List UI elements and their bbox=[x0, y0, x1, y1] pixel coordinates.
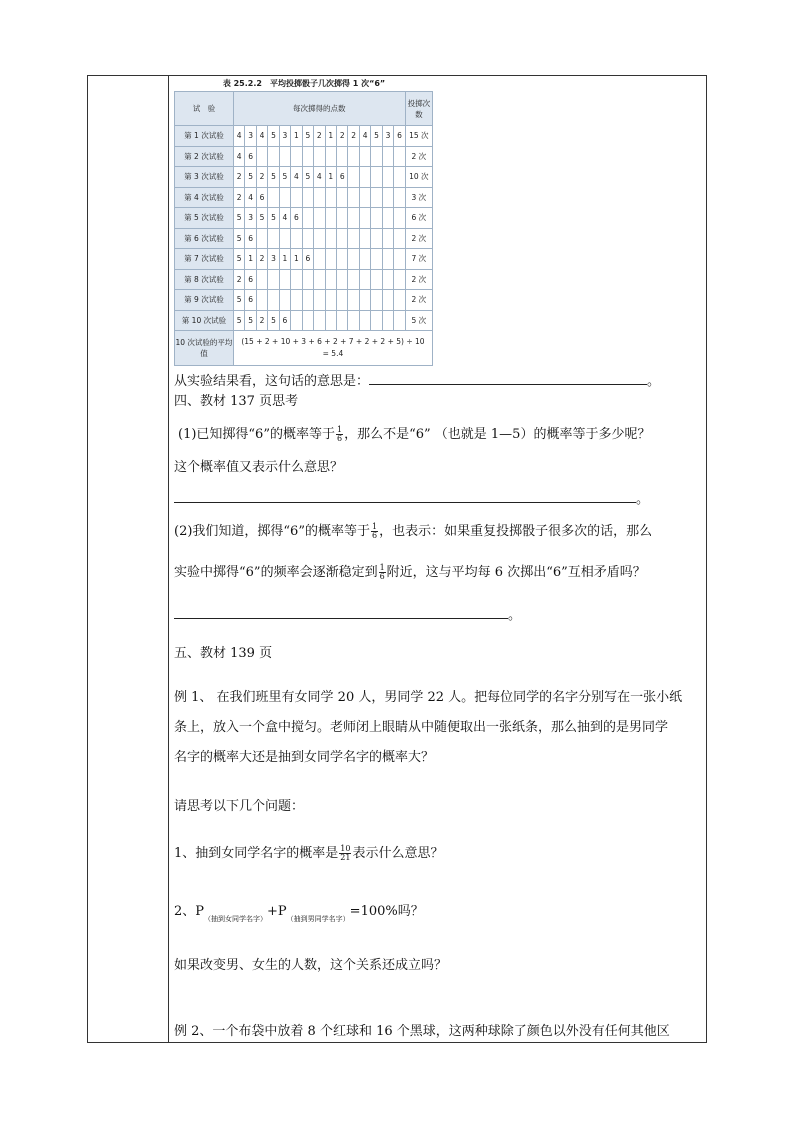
table-row bbox=[175, 126, 433, 147]
roll-cell bbox=[302, 146, 313, 167]
roll-cell bbox=[256, 269, 267, 290]
answer-blank-2[interactable] bbox=[174, 502, 636, 503]
roll-cell bbox=[394, 208, 405, 229]
roll-cell: 5 bbox=[256, 208, 267, 229]
table-row bbox=[175, 228, 433, 249]
roll-cell: 5 bbox=[233, 249, 244, 270]
roll-cell: 4 bbox=[291, 167, 302, 188]
roll-cell: 4 bbox=[256, 126, 267, 147]
row-label: 第 5 次试验 bbox=[175, 208, 234, 229]
average-result: = 5.4 bbox=[322, 349, 344, 358]
example-1-line-b: 条上，放入一个盒中搅匀。老师闭上眼睛从中随便取出一张纸条，那么抽到的是男同学 bbox=[174, 720, 669, 735]
frac-numerator: 1 bbox=[336, 425, 343, 434]
roll-cell bbox=[302, 310, 313, 331]
fraction-ten-over-twentyone bbox=[339, 845, 351, 862]
answer-blank-3[interactable] bbox=[174, 618, 508, 619]
roll-cell bbox=[336, 310, 347, 331]
roll-count: 5 次 bbox=[405, 310, 432, 331]
roll-cell: 1 bbox=[279, 249, 290, 270]
question-2-line-a bbox=[174, 520, 652, 540]
roll-cell: 2 bbox=[336, 126, 347, 147]
table-row bbox=[175, 310, 433, 331]
roll-cell bbox=[348, 290, 359, 311]
row-label: 第 8 次试验 bbox=[175, 269, 234, 290]
roll-cell: 2 bbox=[256, 249, 267, 270]
roll-cell bbox=[336, 187, 347, 208]
roll-cell: 5 bbox=[233, 310, 244, 331]
roll-count: 2 次 bbox=[405, 269, 432, 290]
roll-cell bbox=[256, 146, 267, 167]
roll-cell bbox=[268, 269, 279, 290]
roll-cell: 6 bbox=[245, 290, 256, 311]
roll-cell bbox=[302, 208, 313, 229]
roll-cell: 3 bbox=[268, 249, 279, 270]
roll-cell bbox=[394, 146, 405, 167]
roll-cell: 2 bbox=[233, 167, 244, 188]
row-label: 第 7 次试验 bbox=[175, 249, 234, 270]
roll-cell bbox=[382, 269, 393, 290]
roll-cell: 5 bbox=[268, 167, 279, 188]
roll-cell bbox=[348, 146, 359, 167]
row-label: 第 3 次试验 bbox=[175, 167, 234, 188]
roll-cell bbox=[359, 208, 370, 229]
roll-cell bbox=[359, 187, 370, 208]
q2-text-d: 附近，这与平均每 6 次掷出“6”互相矛盾吗？ bbox=[386, 565, 646, 580]
roll-cell: 5 bbox=[302, 167, 313, 188]
roll-count: 2 次 bbox=[405, 228, 432, 249]
roll-cell bbox=[291, 146, 302, 167]
roll-cell bbox=[325, 208, 336, 229]
frac-numerator: 10 bbox=[340, 844, 351, 853]
p-subscript-girl: （抽到女同学名字） bbox=[204, 915, 268, 923]
roll-cell bbox=[359, 167, 370, 188]
roll-cell: 4 bbox=[359, 126, 370, 147]
q1-text-b: ，那么不是“6” （也就是 1—5）的概率等于多少呢？ bbox=[344, 427, 651, 442]
roll-cell: 2 bbox=[233, 187, 244, 208]
table-row bbox=[175, 269, 433, 290]
roll-cell: 2 bbox=[256, 167, 267, 188]
answer-line-2 bbox=[174, 488, 649, 507]
example-1-line-a: 例 1、 在我们班里有女同学 20 人，男同学 22 人。把每位同学的名字分别写在一张小纸 bbox=[174, 690, 683, 705]
table-row bbox=[175, 208, 433, 229]
roll-cell bbox=[279, 228, 290, 249]
equals-100: =100%吗？ bbox=[349, 904, 424, 919]
roll-cell bbox=[336, 290, 347, 311]
table-row bbox=[175, 249, 433, 270]
roll-cell bbox=[325, 290, 336, 311]
question-1-line-a bbox=[178, 423, 650, 443]
row-label: 第 10 次试验 bbox=[175, 310, 234, 331]
frac-denominator: 6 bbox=[379, 572, 385, 581]
roll-cell: 6 bbox=[245, 269, 256, 290]
header-points: 每次掷得的点数 bbox=[233, 92, 405, 126]
roll-cell bbox=[325, 249, 336, 270]
roll-cell: 1 bbox=[325, 126, 336, 147]
roll-cell bbox=[359, 146, 370, 167]
left-column bbox=[88, 76, 169, 1042]
roll-cell: 2 bbox=[314, 126, 325, 147]
average-label: 10 次试验的平均值 bbox=[175, 331, 234, 366]
roll-cell bbox=[371, 290, 382, 311]
answer-blank-1[interactable] bbox=[369, 384, 647, 385]
roll-count: 15 次 bbox=[405, 126, 432, 147]
roll-cell bbox=[348, 187, 359, 208]
roll-cell bbox=[348, 269, 359, 290]
roll-cell bbox=[371, 208, 382, 229]
roll-count: 7 次 bbox=[405, 249, 432, 270]
roll-cell bbox=[325, 269, 336, 290]
roll-cell: 2 bbox=[256, 310, 267, 331]
roll-cell: 6 bbox=[256, 187, 267, 208]
table-row bbox=[175, 290, 433, 311]
section-5-heading: 五、教材 139 页 bbox=[174, 646, 273, 661]
roll-cell bbox=[359, 290, 370, 311]
roll-cell: 3 bbox=[279, 126, 290, 147]
roll-cell bbox=[382, 310, 393, 331]
roll-count: 2 次 bbox=[405, 290, 432, 311]
roll-cell bbox=[268, 187, 279, 208]
frac-denominator: 6 bbox=[371, 531, 378, 540]
average-row bbox=[175, 331, 433, 366]
roll-cell bbox=[382, 249, 393, 270]
header-trial: 试 验 bbox=[175, 92, 234, 126]
row-label: 第 6 次试验 bbox=[175, 228, 234, 249]
roll-cell bbox=[268, 146, 279, 167]
roll-cell bbox=[394, 249, 405, 270]
roll-cell bbox=[314, 290, 325, 311]
period: 。 bbox=[647, 374, 661, 389]
roll-cell bbox=[371, 269, 382, 290]
roll-cell: 5 bbox=[371, 126, 382, 147]
roll-cell bbox=[268, 228, 279, 249]
conclusion-line bbox=[174, 370, 660, 389]
table-row bbox=[175, 167, 433, 188]
roll-cell: 5 bbox=[245, 167, 256, 188]
roll-cell bbox=[382, 208, 393, 229]
question-b bbox=[174, 900, 424, 923]
example-2-line: 例 2、一个布袋中放着 8 个红球和 16 个黑球，这两种球除了颜色以外没有任何其他区 bbox=[174, 1024, 670, 1039]
roll-cell bbox=[348, 249, 359, 270]
row-label: 第 9 次试验 bbox=[175, 290, 234, 311]
roll-cell bbox=[314, 146, 325, 167]
roll-cell: 5 bbox=[233, 208, 244, 229]
fraction-one-sixth bbox=[336, 426, 343, 443]
conclusion-prefix: 从实验结果看，这句话的意思是： bbox=[174, 374, 370, 389]
roll-cell bbox=[291, 187, 302, 208]
roll-cell bbox=[371, 228, 382, 249]
roll-cell bbox=[394, 228, 405, 249]
roll-cell bbox=[382, 228, 393, 249]
roll-cell bbox=[314, 249, 325, 270]
roll-cell bbox=[279, 290, 290, 311]
roll-cell bbox=[348, 310, 359, 331]
dice-table-figure bbox=[174, 77, 434, 366]
roll-cell: 4 bbox=[314, 167, 325, 188]
roll-cell: 6 bbox=[302, 249, 313, 270]
roll-cell bbox=[314, 269, 325, 290]
think-prompt: 请思考以下几个问题： bbox=[174, 799, 305, 814]
roll-count: 3 次 bbox=[405, 187, 432, 208]
roll-cell bbox=[314, 187, 325, 208]
table-row bbox=[175, 146, 433, 167]
roll-cell: 3 bbox=[382, 126, 393, 147]
roll-cell bbox=[256, 228, 267, 249]
roll-count: 10 次 bbox=[405, 167, 432, 188]
table-row bbox=[175, 187, 433, 208]
answer-line-3 bbox=[174, 604, 521, 623]
frac-numerator: 1 bbox=[371, 522, 378, 531]
roll-cell: 6 bbox=[245, 228, 256, 249]
question-1-line-b: 这个概率值又表示什么意思？ bbox=[174, 460, 344, 475]
q1-text-a: (1)已知掷得“6”的概率等于 bbox=[178, 427, 335, 442]
row-label: 第 1 次试验 bbox=[175, 126, 234, 147]
roll-cell bbox=[371, 187, 382, 208]
roll-cell: 4 bbox=[233, 146, 244, 167]
roll-cell bbox=[336, 269, 347, 290]
row-label: 第 2 次试验 bbox=[175, 146, 234, 167]
roll-cell: 5 bbox=[279, 167, 290, 188]
roll-cell: 5 bbox=[268, 310, 279, 331]
roll-cell: 6 bbox=[336, 167, 347, 188]
roll-cell: 3 bbox=[245, 208, 256, 229]
roll-cell bbox=[279, 146, 290, 167]
question-a-end: 表示什么意思？ bbox=[352, 846, 444, 861]
roll-cell bbox=[314, 310, 325, 331]
header-count: 投掷次数 bbox=[405, 92, 432, 126]
roll-cell bbox=[325, 310, 336, 331]
roll-count: 6 次 bbox=[405, 208, 432, 229]
roll-cell bbox=[348, 208, 359, 229]
roll-cell bbox=[382, 187, 393, 208]
roll-cell bbox=[394, 187, 405, 208]
roll-cell bbox=[279, 187, 290, 208]
period: 。 bbox=[508, 608, 522, 623]
example-1-line-c: 名字的概率大还是抽到女同学名字的概率大？ bbox=[174, 750, 435, 765]
roll-cell bbox=[291, 310, 302, 331]
roll-cell: 5 bbox=[268, 208, 279, 229]
roll-cell bbox=[359, 249, 370, 270]
roll-cell: 5 bbox=[233, 228, 244, 249]
roll-cell: 3 bbox=[245, 126, 256, 147]
row-label: 第 4 次试验 bbox=[175, 187, 234, 208]
roll-cell: 5 bbox=[245, 310, 256, 331]
roll-cell bbox=[314, 208, 325, 229]
roll-cell bbox=[314, 228, 325, 249]
roll-cell bbox=[291, 228, 302, 249]
fraction-one-sixth bbox=[371, 523, 378, 540]
roll-cell bbox=[382, 146, 393, 167]
period: 。 bbox=[636, 492, 650, 507]
roll-cell: 5 bbox=[268, 126, 279, 147]
question-a bbox=[174, 842, 443, 862]
q2-text-c: 实验中掷得“6”的频率会逐渐稳定到 bbox=[174, 565, 378, 580]
dice-table bbox=[174, 91, 433, 366]
q2-text-a: (2)我们知道，掷得“6”的概率等于 bbox=[174, 524, 370, 539]
roll-count: 2 次 bbox=[405, 146, 432, 167]
roll-cell bbox=[279, 269, 290, 290]
roll-cell bbox=[348, 167, 359, 188]
roll-cell bbox=[394, 167, 405, 188]
roll-cell bbox=[394, 310, 405, 331]
roll-cell bbox=[325, 187, 336, 208]
roll-cell bbox=[302, 290, 313, 311]
question-c: 如果改变男、女生的人数，这个关系还成立吗？ bbox=[174, 958, 448, 973]
roll-cell bbox=[382, 290, 393, 311]
roll-cell bbox=[302, 228, 313, 249]
roll-cell: 6 bbox=[279, 310, 290, 331]
roll-cell: 1 bbox=[245, 249, 256, 270]
roll-cell bbox=[382, 167, 393, 188]
roll-cell: 6 bbox=[245, 146, 256, 167]
frac-numerator: 1 bbox=[379, 563, 385, 572]
roll-cell bbox=[371, 146, 382, 167]
roll-cell bbox=[359, 228, 370, 249]
p-symbol-1: 2、P bbox=[174, 904, 205, 919]
question-2-line-b bbox=[174, 561, 646, 581]
question-a-text: 1、抽到女同学名字的概率是 bbox=[174, 846, 339, 861]
roll-cell bbox=[336, 208, 347, 229]
roll-cell bbox=[291, 290, 302, 311]
frac-denominator: 21 bbox=[340, 853, 351, 862]
roll-cell: 4 bbox=[245, 187, 256, 208]
roll-cell bbox=[291, 269, 302, 290]
roll-cell bbox=[394, 290, 405, 311]
average-formula: (15 + 2 + 10 + 3 + 6 + 2 + 7 + 2 + 2 + 5) ÷ 10 bbox=[241, 337, 425, 346]
table-title: 表 25.2.2 平均投掷骰子几次掷得 1 次“6” bbox=[222, 79, 386, 88]
roll-cell bbox=[325, 228, 336, 249]
roll-cell: 6 bbox=[394, 126, 405, 147]
roll-cell: 5 bbox=[302, 126, 313, 147]
roll-cell bbox=[348, 228, 359, 249]
roll-cell bbox=[336, 249, 347, 270]
roll-cell bbox=[359, 310, 370, 331]
q2-text-b: ，也表示：如果重复投掷骰子很多次的话，那么 bbox=[379, 524, 653, 539]
roll-cell: 6 bbox=[291, 208, 302, 229]
roll-cell: 2 bbox=[348, 126, 359, 147]
roll-cell: 2 bbox=[233, 269, 244, 290]
p-subscript-boy: （抽到男同学名字） bbox=[286, 915, 350, 923]
roll-cell bbox=[359, 269, 370, 290]
roll-cell bbox=[371, 310, 382, 331]
roll-cell bbox=[371, 167, 382, 188]
roll-cell bbox=[302, 269, 313, 290]
roll-cell bbox=[268, 290, 279, 311]
roll-cell: 1 bbox=[325, 167, 336, 188]
roll-cell bbox=[256, 290, 267, 311]
roll-cell bbox=[325, 146, 336, 167]
roll-cell: 4 bbox=[279, 208, 290, 229]
p-symbol-2: +P bbox=[267, 904, 287, 919]
average-formula-cell bbox=[233, 331, 432, 366]
frac-denominator: 6 bbox=[336, 434, 343, 443]
roll-cell bbox=[336, 146, 347, 167]
roll-cell bbox=[302, 187, 313, 208]
section-4-heading: 四、教材 137 页思考 bbox=[174, 394, 299, 409]
roll-cell bbox=[336, 228, 347, 249]
roll-cell: 5 bbox=[233, 290, 244, 311]
roll-cell: 1 bbox=[291, 249, 302, 270]
roll-cell: 1 bbox=[291, 126, 302, 147]
roll-cell: 4 bbox=[233, 126, 244, 147]
roll-cell bbox=[371, 249, 382, 270]
fraction-one-sixth bbox=[379, 564, 386, 581]
roll-cell bbox=[394, 269, 405, 290]
